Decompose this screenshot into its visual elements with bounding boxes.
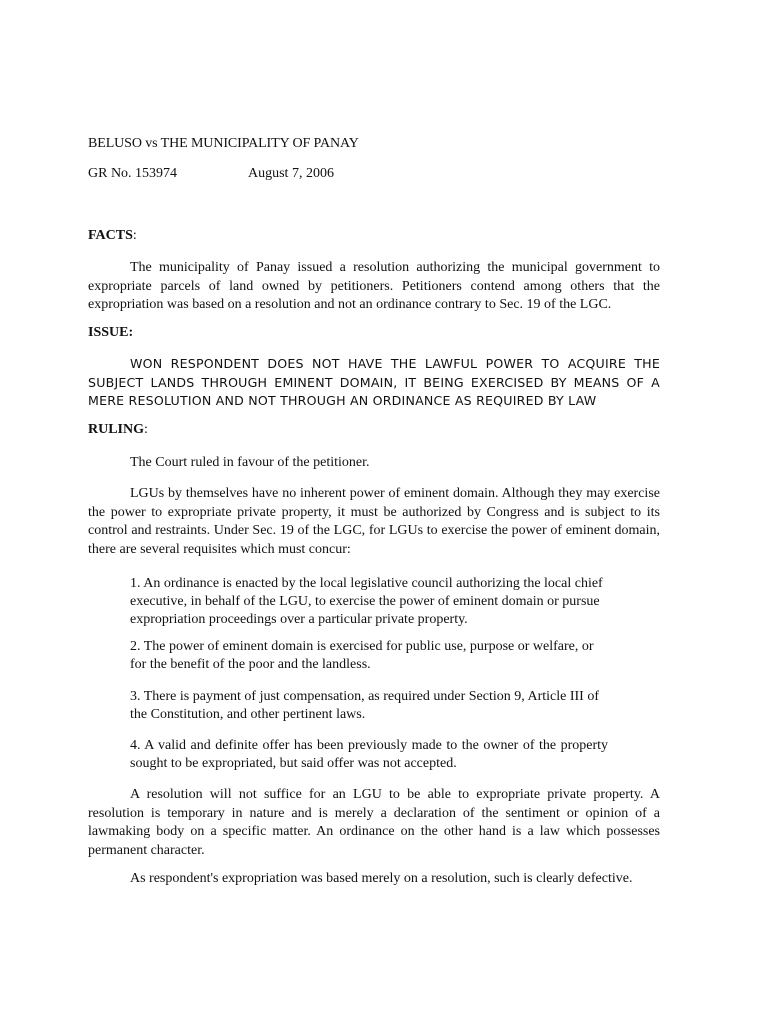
requisite-item-3: 3. There is payment of just compensation, as required under Section 9, Article III of the Constitution, and other pertinent laws. — [130, 689, 599, 722]
case-reference — [88, 166, 334, 182]
facts-heading-label: FACTS — [88, 228, 133, 243]
requisite-item-1: 1. An ordinance is enacted by the local legislative council authorizing the local chief executive, in behalf of the LGU, to exercise the power of eminent domain or pursue expropriation proceedings over a particular private property. — [130, 576, 603, 627]
issue-paragraph: WON RESPONDENT DOES NOT HAVE THE LAWFUL POWER TO ACQUIRE THE SUBJECT LANDS THROUGH EMINENT DOMAIN, IT BEING EXERCISED BY MEANS OF A MERE RESOLUTION AND NOT THROUGH AN ORDINANCE AS REQUIRED BY LAW — [88, 356, 660, 408]
issue-heading: ISSUE: — [88, 325, 134, 340]
gr-number: GR No. 153974 — [88, 166, 178, 181]
requisite-item-4: 4. A valid and definite offer has been previously made to the owner of the property sought to be expropriated, but said offer was not accepted. — [130, 738, 608, 771]
case-title: BELUSO vs THE MUNICIPALITY OF PANAY — [88, 136, 359, 151]
decision-date: August 7, 2006 — [248, 166, 334, 181]
ruling-heading-label: RULING — [88, 422, 145, 437]
facts-paragraph: The municipality of Panay issued a resolution authorizing the municipal government to expropriate parcels of land owned by petitioners. Petitioners contend among others that the expropriation was based on a resolution and not an ordinance contrary to Sec. 19 of the LGC. — [88, 260, 660, 312]
ruling-heading: RULING: — [88, 422, 148, 437]
ruling-paragraph-4: As respondent's expropriation was based merely on a resolution, such is clearly defective. — [130, 871, 633, 886]
facts-heading: FACTS: — [88, 228, 137, 243]
requisite-item-2: 2. The power of eminent domain is exercised for public use, purpose or welfare, or for the benefit of the poor and the landless. — [130, 639, 594, 672]
ruling-paragraph-1: The Court ruled in favour of the petitioner. — [130, 455, 370, 470]
ruling-paragraph-3: A resolution will not suffice for an LGU to be able to expropriate private property. A resolution is temporary in nature and is merely a declaration of the sentiment or opinion of a lawmaking body on a specific matter. An ordinance on the other hand is a law which possesses permanent character. — [88, 787, 660, 858]
ruling-paragraph-2: LGUs by themselves have no inherent power of eminent domain. Although they may exercise the power to expropriate private property, it must be authorized by Congress and is subject to its control and restraints. Under Sec. 19 of the LGC, for LGUs to exercise the power of eminent domain, there are several requisites which must concur: — [88, 486, 660, 557]
